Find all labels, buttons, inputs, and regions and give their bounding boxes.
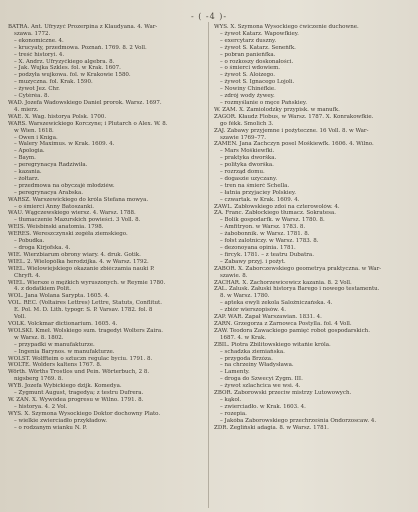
catalog-entry-line: ZARN. Grzegorza z Żarnowca Postylla. fol. 4 Voll. xyxy=(214,320,352,327)
catalog-entry-line: – żywot Jez. Chr. xyxy=(14,86,60,93)
catalog-entry-line: – schadzka ziemiańska. xyxy=(220,348,285,355)
catalog-entry-line: nigsberg 1769. 8. xyxy=(14,376,64,383)
catalog-entry-line: ZACHAR. X. Zachorzewicewicz kazania. 8. 2 Voll. xyxy=(214,279,352,286)
catalog-entry-line: – ekonomiczne. 4. xyxy=(14,37,64,44)
catalog-entry-line: – podzyła wujkowa. fol. w Krakowie 1580. xyxy=(14,72,131,79)
catalog-entry-line: – droga Kirjofska. 4. xyxy=(14,245,71,251)
catalog-entry-line: WAU. Wągczewskiego wiersz. 4. Warsz. 1788. xyxy=(8,210,136,217)
catalog-entry-line: – Ingenia Barynos. w manufakturze. xyxy=(14,348,115,355)
catalog-entry-line: ZAWL. Zabłowskiego zdoi na czterowolów. 4. xyxy=(214,203,340,210)
catalog-entry-line: – przygoda Brzóza. xyxy=(220,355,273,362)
catalog-entry-line: ZAMEN. Jana Zachczyn posel Moškiewfk. 1606. 4. Wilno. xyxy=(214,141,374,148)
catalog-entry-line: – rozrząd domu. xyxy=(220,169,265,176)
catalog-entry-line: W. ZAM. X. Zamiolodzky przypisk. w manufk. xyxy=(214,106,340,113)
catalog-entry-line: – o rodzanym wianku N. P. xyxy=(14,424,88,431)
catalog-entry-line: – droga do Szwecyi Zygm. III. xyxy=(220,376,303,383)
catalog-entry-line: ZAJ. Zabawy przyjemne i pożyteczne. 16 Voll. 8. w War- xyxy=(214,127,369,134)
catalog-entry-line: ZBIL. Piotra Zbilitowskiego witańie króla. xyxy=(214,341,331,348)
catalog-entry-line: – zdrój wody żywey. xyxy=(220,93,275,100)
catalog-entry-line: – dogaszie uzyczany. xyxy=(220,175,278,182)
catalog-entry-line: – dezonoyana opinia. 1781. xyxy=(220,245,296,251)
catalog-entry-line: – historya. 4. 2 Vol. xyxy=(14,403,68,410)
catalog-entry-line: – żołtarz. xyxy=(14,175,40,182)
catalog-entry-line: BATRA. Ant. Ufryzyć Prozerpina z Klaudyana. 4. War- xyxy=(8,24,158,30)
catalog-entry-line: – Owen i Kniga. xyxy=(14,134,58,141)
catalog-entry-line: – fircyk. 1781. – z teatru Dubatra. xyxy=(220,251,314,258)
catalog-entry-line: 4. mierz. xyxy=(14,106,39,113)
catalog-entry-line: – żywot S. Ignacego Lojoli. xyxy=(220,79,295,86)
catalog-entry-line: – czwartak. w Krak. 1609. 4. xyxy=(220,196,300,203)
catalog-entry-line: – Jak. Wujka Szkles. fol. w Krak. 1607. xyxy=(14,65,121,72)
catalog-entry-line: ZAW. Teodora Zawackiego pamięć robot gospodarskich. xyxy=(214,327,370,334)
catalog-entry-line: – Jakóba Zaborowskiego przechrześnia Ondorzoscaw. 4. xyxy=(220,417,377,424)
catalog-entry-line: – peregrynacya Radziwiła. xyxy=(14,162,88,169)
catalog-entry-line: – żywot szlachcica we wsi. 4. xyxy=(220,383,301,390)
catalog-entry-line: WIE. Wierzbiarum obrony wiary. 4. druk. Gotik. xyxy=(8,251,141,258)
catalog-entry-line: – exercytarz duszny. xyxy=(220,37,277,44)
catalog-entry-line: – przypadki w manufakturze. xyxy=(14,341,95,348)
catalog-entry-line: – o śmierci wdowiem. xyxy=(220,65,281,72)
catalog-entry-line: – Pobudka. xyxy=(14,238,45,245)
catalog-entry-line: 8. w Warsz. 1780. xyxy=(220,293,270,300)
catalog-entry-line: WYB. Jozefa Wybickiego dzijk. Komedya. xyxy=(8,383,122,390)
catalog-entry-line: – X. Andrz. Ufryzyćkiego algebra. 8. xyxy=(14,58,115,65)
catalog-entry-line: – rozmyślanie o męce Pańskiey. xyxy=(220,99,308,106)
left-column xyxy=(8,24,206,508)
catalog-entry-line: ZBOR. Zaborowski przeciw mistrzy Lutowowych. xyxy=(214,390,352,397)
catalog-entry-line: WYS. X. Szymona Wysockiego ćwiczenie duchowne. xyxy=(214,24,359,30)
catalog-entry-line: – polityka dworška. xyxy=(220,162,274,169)
catalog-entry-line: WEIS. Weisbinski anatomia. 1798. xyxy=(8,224,104,231)
catalog-entry-line: – Apologia. xyxy=(14,148,45,155)
catalog-entry-line: WARS. Warszewickiego Korczyne; i Plutarch o Alex. W. 8. xyxy=(8,120,168,127)
catalog-entry-line: – o śmierci Anny Batoszanki. xyxy=(14,203,94,210)
catalog-entry-line: VOLK. Volckmar dictionarium. 1605. 4. xyxy=(8,320,118,327)
catalog-entry-line: – wielkie zwierciadło przykładow. xyxy=(14,417,107,424)
catalog-entry-line: – muzyczna. fol. Krak. 1590. xyxy=(14,79,93,86)
catalog-entry-line: – Zygmunt August, tragedya; z testru Dufrera. xyxy=(14,390,144,397)
catalog-entry-line: – przedmowa na obyczajé młodziéw. xyxy=(14,182,115,189)
catalog-entry-line: WOL. Jana Wolana Sarypta. 1605. 4. xyxy=(8,293,110,300)
catalog-entry-line: – apteka ewyli zekola Saloźniczańska. 4. xyxy=(220,300,333,307)
catalog-entry-line: ZAGOR. Kłaudz Flobus, w Warsz. 1787. X. Konrakowfkie. xyxy=(214,113,374,120)
catalog-entry-line: w Warsz. 8. 1802. xyxy=(14,334,64,341)
catalog-entry-line: – na chrzeiny Władysława. xyxy=(220,362,294,369)
catalog-entry-line: – treść historyi. 4. xyxy=(14,51,65,58)
catalog-entry-line: Voll. xyxy=(14,314,27,321)
catalog-entry-line: WAE. X. Wag. historya Polsk. 1700. xyxy=(8,113,107,120)
page-number: - ( -4 )- xyxy=(190,12,228,21)
catalog-entry-line: WOLTE. Wolders kaltens 1767. 8. xyxy=(8,362,102,369)
catalog-entry-line: ZAP. WAR. Zapał Warszawian. 1831. 4. xyxy=(214,314,322,321)
catalog-entry-line: – Baym. xyxy=(14,155,36,162)
catalog-entry-line: – o rozkoszy doskonałości. xyxy=(220,58,294,65)
catalog-entry-line: WOLSKI. Kmeł. Wolskiego sum. tragedyi Wolters Zaira. xyxy=(8,327,163,334)
catalog-entry-line: ZABOR. X. Zaborczewskiego geometrya praktyczna. w War- xyxy=(214,265,382,272)
catalog-entry-line: – żywot S. Aloizego. xyxy=(220,72,275,79)
catalog-entry-line: – pobran panieńfka. xyxy=(220,51,276,58)
catalog-entry-line: – Walery Maximus. w Krak. 1609. 4. xyxy=(14,141,115,148)
catalog-entry-line: – krucyaty, przedmowa. Poznań. 1769. 8. 2 Voll. xyxy=(14,44,147,51)
catalog-entry-line: szawa. 1772. xyxy=(14,30,51,37)
catalog-entry-line: WOLST. Wolffteim o sztuczn regulac byciu. 1791. 8. xyxy=(8,355,153,362)
catalog-entry-line: WIEL. Wielowiejskiego okazanie zbiéczamia nauki P. xyxy=(8,265,155,272)
catalog-entry-line: – fołst zalotniczy. w Warsz. 1783. 8. xyxy=(220,238,319,245)
catalog-entry-line: ZDR. Zegliński adagia. 8. w Warsz. 1781. xyxy=(214,424,329,431)
catalog-entry-line: – Zabawy przyj. i pożyt. xyxy=(220,258,286,265)
catalog-entry-line: VOL. REC. (Voltaires Lettres) Lettre, Statuts, Conflitut. xyxy=(8,300,162,307)
catalog-entry-line: szawie 1769–77. xyxy=(220,134,266,141)
catalog-entry-line: – kazania. xyxy=(14,169,42,176)
catalog-entry-line: W. ZAN. X. Wywódea progresu w Wilno. 1791. 8. xyxy=(8,396,144,403)
catalog-entry-line: WYS. X. Szymona Wysockiego Doktor dochowny Plato. xyxy=(8,410,161,417)
catalog-entry-line: WARSZ. Warszewickiego do króla Stefana mowya. xyxy=(8,196,149,203)
catalog-entry-line: 4. z dodatkiem Polit. xyxy=(14,286,72,293)
column-divider xyxy=(208,22,209,508)
catalog-entry-line: – żywot S. Katarz. Seneńfk. xyxy=(220,44,296,51)
catalog-entry-line: WAD. Jozefa Wadowskiego Daniel prorok. Warsz. 1697. xyxy=(8,99,162,106)
catalog-entry-line: – zwierciadło. w Krak. 1603. 4. xyxy=(220,403,306,410)
catalog-entry-line: – Cytéréa. 8. xyxy=(14,93,50,100)
catalog-entry-line: – tren na śmierć Schella. xyxy=(220,182,290,189)
catalog-entry-line: – zbiór wierszopisów. 4. xyxy=(220,307,286,314)
catalog-entry-line: – żywot Katarz. Wapowfkiey. xyxy=(220,30,299,37)
catalog-entry-line: WERES. Wereszczynski zegéła ziemskiego. xyxy=(8,231,128,238)
catalog-entry-line: – Bolik gospodarfk. w Warsz. 1780. 8. xyxy=(220,217,325,224)
catalog-entry-line: E. Pol. M. D. Lith. typogr. S. P. Varsav. 1782. fol. 8 xyxy=(14,307,153,314)
catalog-entry-line: – żabobonnik. w Warsz. 1781. 8. xyxy=(220,231,310,238)
catalog-entry-line: – praktyka dworška. xyxy=(220,155,277,162)
catalog-entry-line: – peregrynacya Arabska. xyxy=(14,189,84,196)
catalog-entry-line: – Mars Moškiewfki. xyxy=(220,148,275,155)
catalog-entry-line: szawie. 8. xyxy=(220,272,248,279)
catalog-entry-line: ZAL. Zalusk. Załuski historya Barego i nowego testamentu. xyxy=(214,286,380,293)
catalog-entry-line: – Nowiny Chinéfkie. xyxy=(220,86,276,93)
catalog-entry-line: WIEL. 2. Wielopólka herodzijka. 4. w Warsz. 1792. xyxy=(8,258,149,265)
catalog-entry-line: ZA. Franc. Zabłockiego tłumacz. Sokratesa. xyxy=(214,210,336,217)
catalog-entry-line: WIEL. Wiersze o mężkich wyruszonych. w Reymie 1780. xyxy=(8,279,166,286)
catalog-entry-line: go fékk. Smolich 3. xyxy=(220,120,274,127)
catalog-entry-line: – łatnia przyjaciey Polskiey. xyxy=(220,189,297,196)
catalog-entry-line: – tłumaczenie Mazurskich powieści. 3 Voll. 8. xyxy=(14,217,141,224)
catalog-entry-line: Chryft. 4. xyxy=(14,272,41,279)
right-column xyxy=(214,24,412,508)
catalog-entry-line: Wörth. Wörths Trostlos und Pein. Wörterbuch, 2 8. xyxy=(8,369,150,376)
catalog-entry-line: – Lamenty. xyxy=(220,369,250,376)
catalog-entry-line: – Amfitryon. w Warsz. 1783. 8. xyxy=(220,224,306,231)
catalog-entry-line: w Wien. 1618. xyxy=(14,127,54,134)
catalog-entry-line: – rozepia. xyxy=(220,410,247,417)
catalog-entry-line: – kąkol. xyxy=(220,396,242,403)
catalog-entry-line: 1687. 4. w Krak. xyxy=(220,334,267,341)
